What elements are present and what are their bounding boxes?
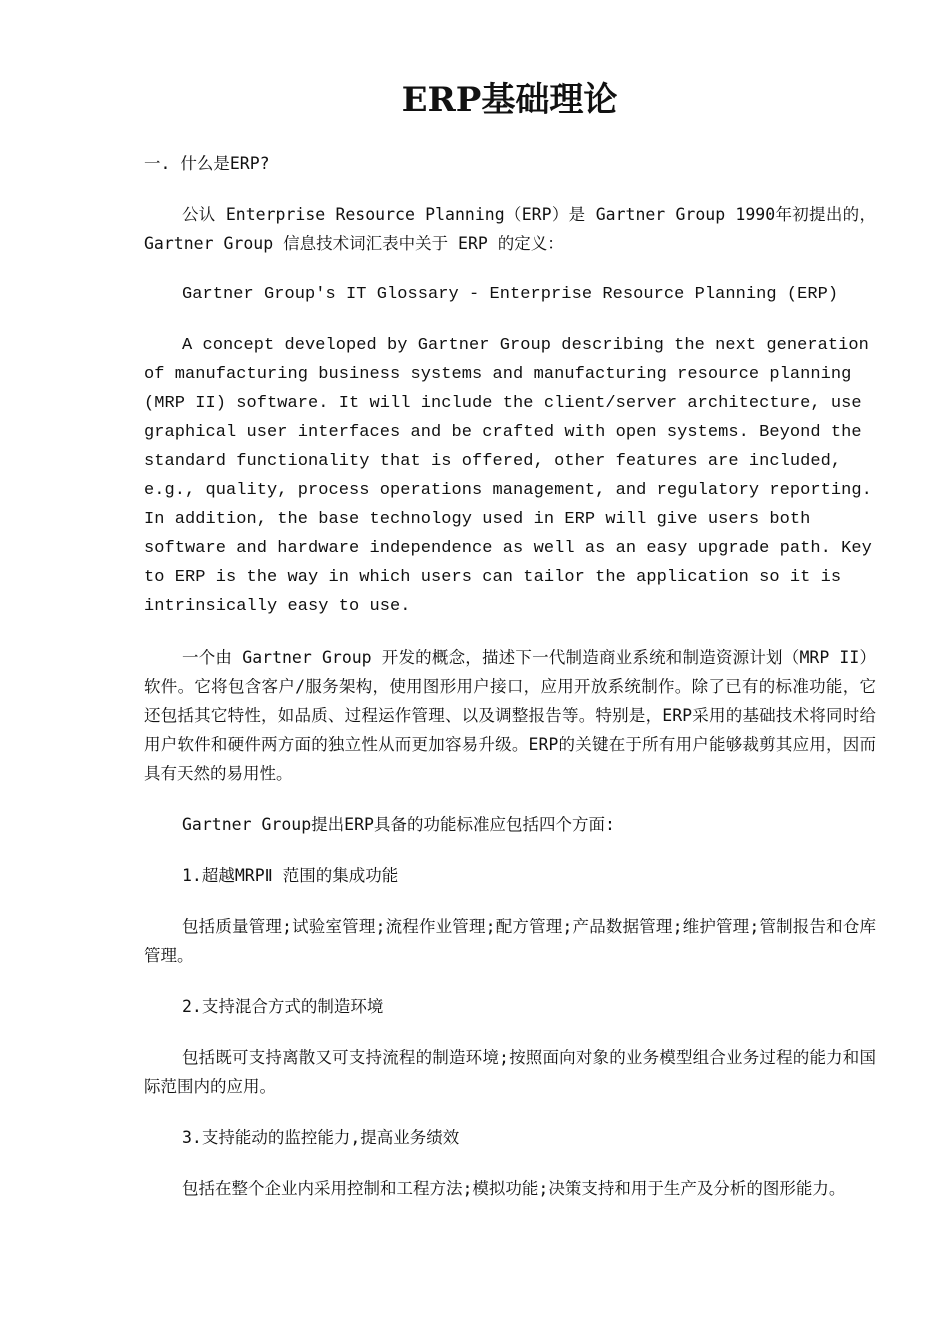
paragraph-definition-cn: 一个由 Gartner Group 开发的概念，描述下一代制造商业系统和制造资源计划（MRP II）软件。它将包含客户/服务架构，使用图形用户接口，应用开放系统制作。除了已有的标准功能，它还包括其它特性，如品质、过程运作管理、以及调整报告等。特别是，ERP采用的基础技术将同时给用户软件和硬件两方面的独立性从而更加容易升级。ERP的关键在于所有用户能够裁剪其应用，因而具有天然的易用性。 [144, 648, 876, 783]
paragraph-intro: 公认 Enterprise Resource Planning（ERP）是 Gartner Group 1990年初提出的，Gartner Group 信息技术词汇表中关于 ERP 的定义： [144, 205, 876, 253]
document-body [144, 149, 876, 1225]
list-item-body-3: 包括在整个企业内采用控制和工程方法;模拟功能;决策支持和用于生产及分析的图形能力。 [182, 1179, 846, 1198]
paragraph-standards-intro: Gartner Group提出ERP具备的功能标准应包括四个方面: [182, 815, 615, 834]
paragraph-glossary-title: Gartner Group's IT Glossary - Enterprise Resource Planning (ERP) [182, 285, 839, 304]
list-item-body-2: 包括既可支持离散又可支持流程的制造环境;按照面向对象的业务模型组合业务过程的能力和国际范围内的应用。 [144, 1048, 876, 1096]
paragraph-definition-en: A concept developed by Gartner Group describing the next generation of manufacturing business systems and manufacturing resource planning (MRP II) software. It will include the client/server architecture, use graphical user interfaces and be crafted with open systems. Beyond the standard functionality that is offered, other features are included, e.g., quality, process operations management, and regulatory reporting. In addition, the base technology used in ERP will give users both software and hardware independence as well as an easy upgrade path. Key to ERP is the way in which users can tailor the application so it is intrinsically easy to use. [144, 336, 872, 616]
list-item-title-3: 3.支持能动的监控能力,提高业务绩效 [182, 1128, 460, 1147]
list-item-body-1: 包括质量管理;试验室管理;流程作业管理;配方管理;产品数据管理;维护管理;管制报告和仓库管理。 [144, 917, 876, 965]
document-title: ERP基础理论 [401, 80, 618, 120]
list-item-title-2: 2.支持混合方式的制造环境 [182, 997, 384, 1016]
list-item-title-1: 1.超越MRPⅡ 范围的集成功能 [182, 866, 399, 885]
section-heading: 一. 什么是ERP? [144, 154, 270, 173]
